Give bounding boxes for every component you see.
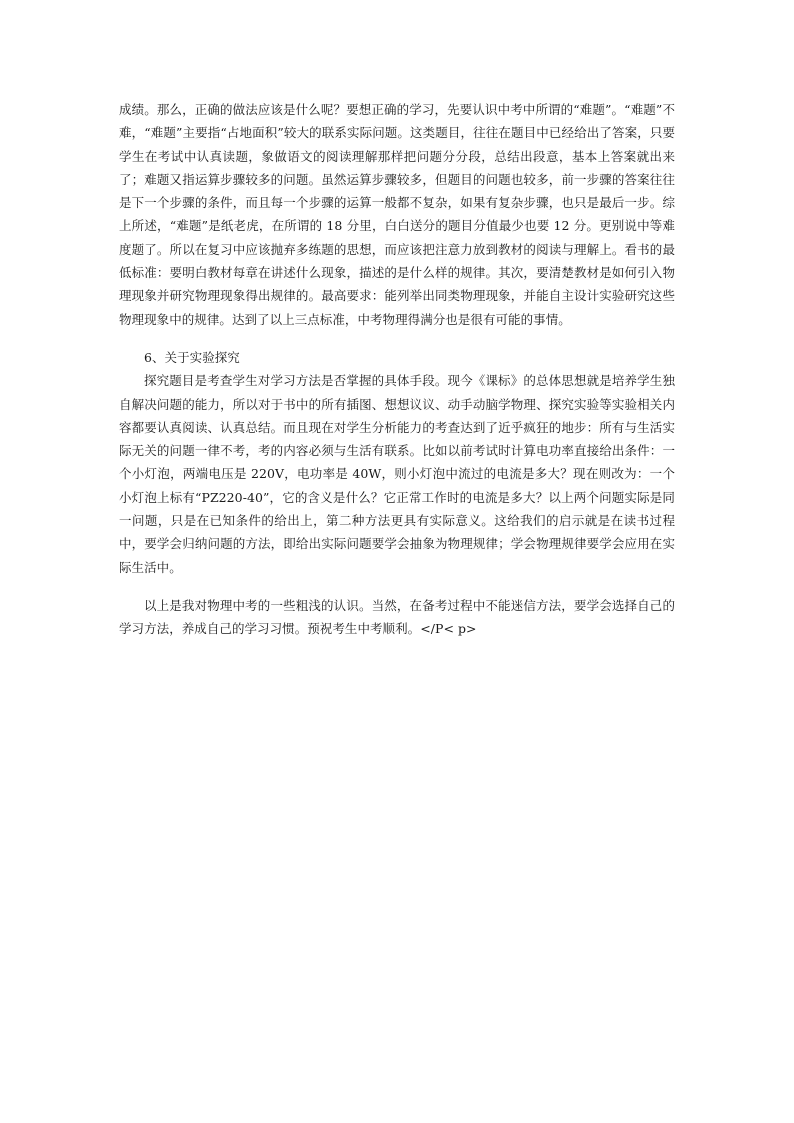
paragraph-spacer — [119, 579, 675, 594]
paragraph-spacer — [119, 331, 675, 346]
document-body — [119, 98, 675, 641]
paragraph-exam-difficulty: 成绩。那么，正确的做法应该是什么呢？要想正确的学习，先要认识中考中所谓的“难题”。“难题”不难，“难题”主要指“占地面积”较大的联系实际问题。这类题目，往往在题目中已经给出了答案，只要学生在考试中认真读题，象做语文的阅读理解那样把问题分分段，总结出段意，基本上答案就出来了；难题又指运算步骤较多的问题。虽然运算步骤较多，但题目的问题也较多，前一步骤的答案往往是下一个步骤的条件，而且每一个步骤的运算一般都不复杂，如果有复杂步骤，也只是最后一步。综上所述，“难题”是纸老虎，在所谓的 18 分里，白白送分的题目分值最少也要 12 分。更别说中等难度题了。所以在复习中应该抛弃多练题的思想，而应该把注意力放到教材的阅读与理解上。看书的最低标准：要明白教材每章在讲述什么现象，描述的是什么样的规律。其次，要清楚教材是如何引入物理现象并研究物理现象得出规律的。最高要求：能列举出同类物理现象，并能自主设计实验研究这些物理现象中的规律。达到了以上三点标准，中考物理得满分也是很有可能的事情。 — [119, 102, 675, 327]
paragraph-conclusion: 以上是我对物理中考的一些粗浅的认识。当然，在备考过程中不能迷信方法，要学会选择自己的学习方法，养成自己的学习习惯。预祝考生中考顺利。</P< p> — [119, 597, 675, 637]
paragraph-experiment-inquiry: 探究题目是考查学生对学习方法是否掌握的具体手段。现今《课标》的总体思想就是培养学生独自解决问题的能力，所以对于书中的所有插图、想想议议、动手动脑学物理、探究实验等实验相关内容都要认真阅读、认真总结。而且现在对学生分析能力的考查达到了近乎疯狂的地步：所有与生活实际无关的问题一律不考，考的内容必须与生活有联系。比如以前考试时计算电功率直接给出条件：一个小灯泡，两端电压是 220V，电功率是 40W，则小灯泡中流过的电流是多大？现在则改为：一个小灯泡上标有“PZ220-40”，它的含义是什么？它正常工作时的电流是多大？以上两个问题实际是同一问题，只是在已知条件的给出上，第二种方法更具有实际意义。这给我们的启示就是在读书过程中，要学会归纳问题的方法，即给出实际问题要学会抽象为物理规律；学会物理规律要学会应用在实际生活中。 — [119, 373, 675, 575]
section-heading-experiment-inquiry: 6、关于实验探究 — [144, 349, 240, 365]
